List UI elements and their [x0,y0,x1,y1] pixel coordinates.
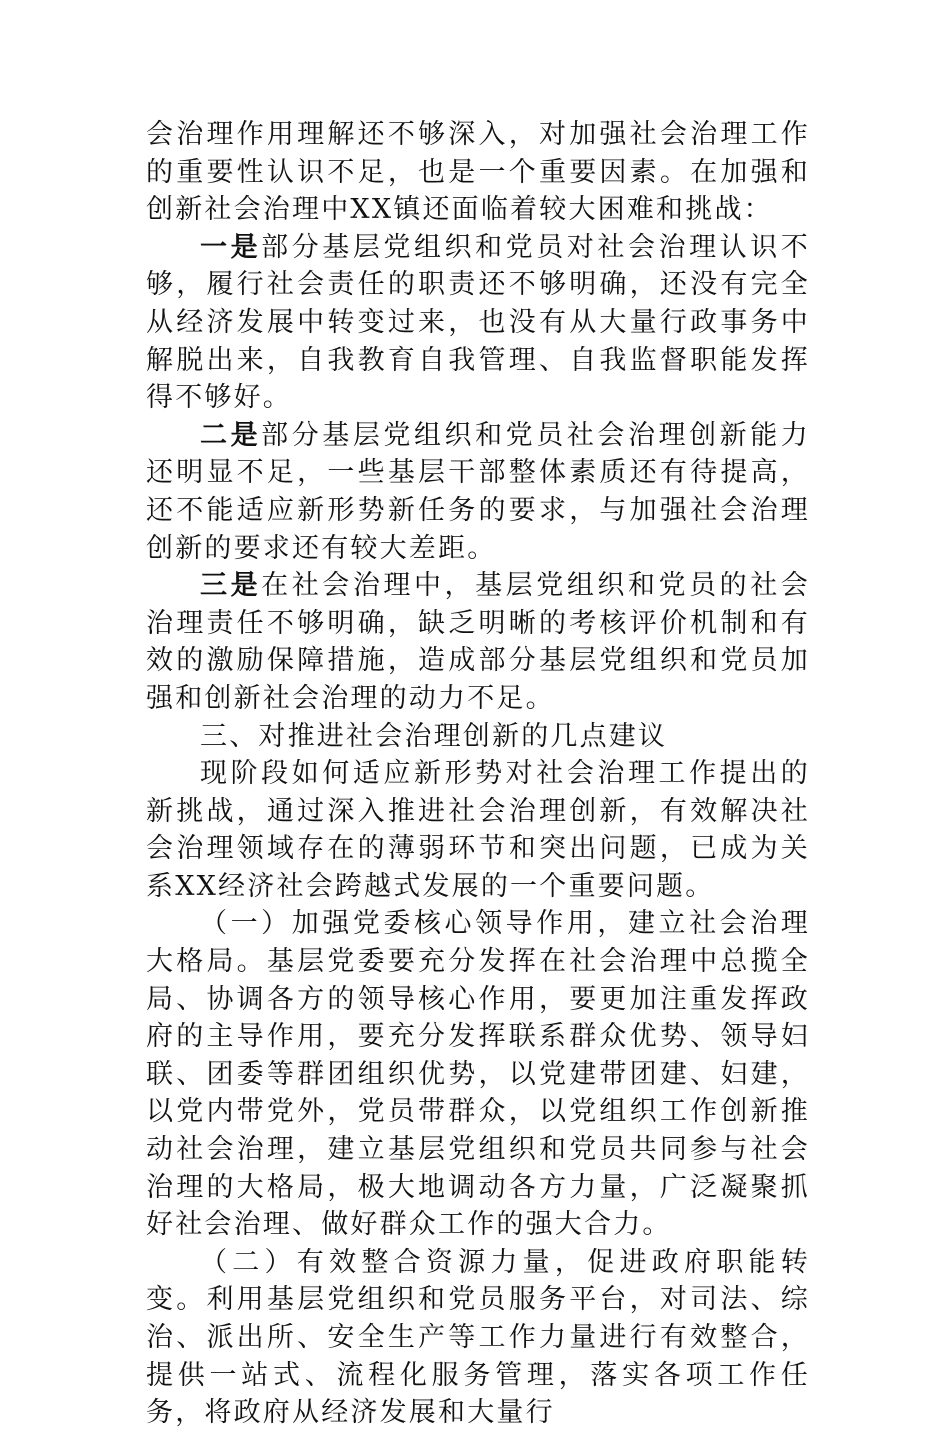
point-three-body: 在社会治理中，基层党组织和党员的社会治理责任不够明确，缺乏明晰的考核评价机制和有效的激励保障措施，造成部分基层党组织和党员加强和创新社会治理的动力不足。 [146,570,810,714]
section-heading-three: 三、对推进社会治理创新的几点建议 [200,720,668,752]
paragraph-point-three [146,567,810,717]
point-two-body: 部分基层党组织和党员社会治理创新能力还明显不足，一些基层干部整体素质还有待提高，还不能适应新形势新任务的要求，与加强社会治理创新的要求还有较大差距。 [146,419,810,564]
paragraph-section-intro: 现阶段如何适应新形势对社会治理工作提出的新挑战，通过深入推进社会治理创新，有效解决社会治理领域存在的薄弱环节和突出问题，已成为关系XX经济社会跨越式发展的一个重要问题。 [146,758,810,902]
paragraph-suggestion-one: （一）加强党委核心领导作用，建立社会治理大格局。基层党委要充分发挥在社会治理中总揽全局、协调各方的领导核心作用，要更加注重发挥政府的主导作用，要充分发挥联系群众优势、领导妇联、团委等群团组织优势，以党建带团建、妇建，以党内带党外，党员带群众，以党组织工作创新推动社会治理，建立基层党组织和党员共同参与社会治理的大格局，极大地调动各方力量，广泛凝聚抓好社会治理、做好群众工作的强大合力。 [146,908,810,1241]
paragraph-suggestion-two: （二）有效整合资源力量，促进政府职能转变。利用基层党组织和党员服务平台，对司法、综治、派出所、安全生产等工作力量进行有效整合，提供一站式、流程化服务管理，落实各项工作任务，将政府从经济发展和大量行 [146,1246,810,1429]
document-page [146,116,810,1432]
paragraph-point-one [146,229,810,417]
paragraph-continuation: 会治理作用理解还不够深入，对加强社会治理工作的重要性认识不足，也是一个重要因素。在加强和创新社会治理中XX镇还面临着较大困难和挑战： [146,119,810,226]
point-one-body: 部分基层党组织和党员对社会治理认识不够，履行社会责任的职责还不够明确，还没有完全从经济发展中转变过来，也没有从大量行政事务中解脱出来，自我教育自我管理、自我监督职能发挥得不够好。 [146,231,810,414]
point-three-lead: 三是 [200,570,262,602]
point-one-lead: 一是 [200,231,262,263]
paragraph-point-two [146,417,810,567]
point-two-lead: 二是 [200,419,262,451]
